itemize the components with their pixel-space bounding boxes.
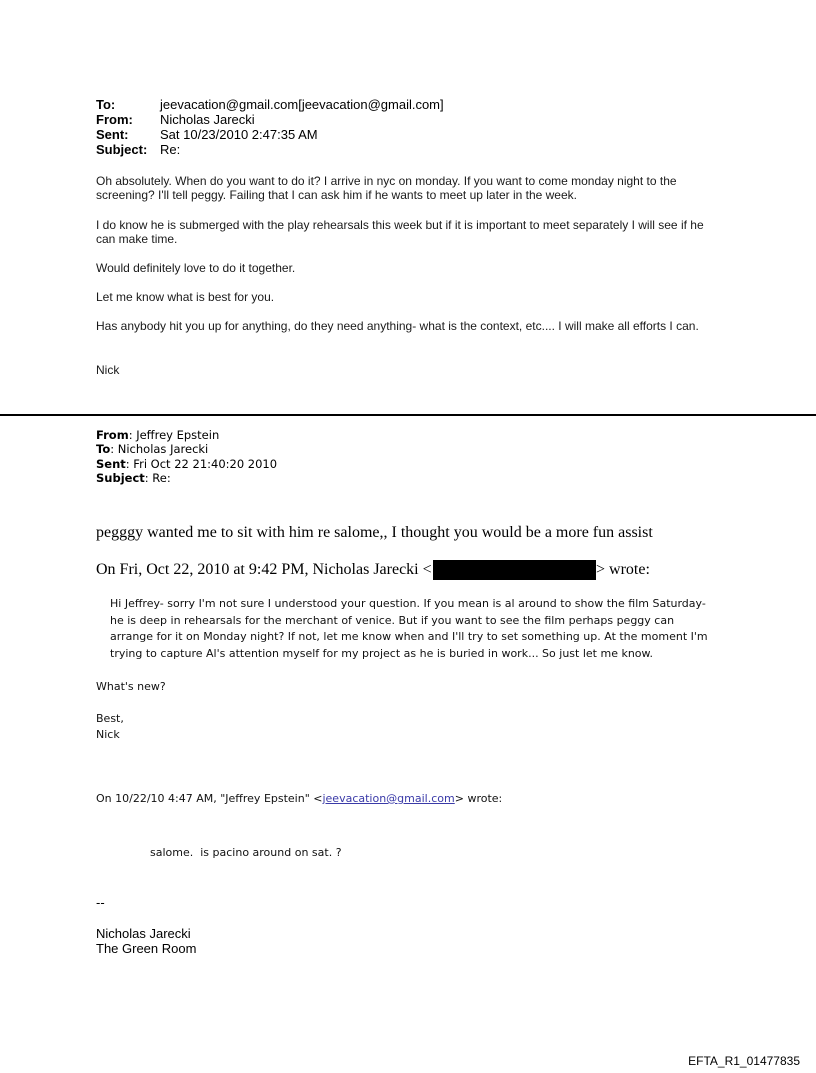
- prior-email-link[interactable]: jeevacation@gmail.com: [322, 792, 455, 805]
- email1-paragraph: Let me know what is best for you.: [96, 290, 275, 304]
- header-to-label: To:: [96, 97, 116, 112]
- email2-body: pegggy wanted me to sit with him re salome,, I thought you would be a more fun assist: [96, 524, 653, 541]
- prior-intro-before: On 10/22/10 4:47 AM, "Jeffrey Epstein" <: [96, 792, 323, 805]
- header-sent-value: Sat 10/23/2010 2:47:35 AM: [160, 127, 318, 142]
- section-divider: [0, 414, 816, 416]
- header2-to-value: : Nicholas Jarecki: [110, 442, 209, 456]
- prior-body: salome. is pacino around on sat. ?: [150, 846, 342, 859]
- header2-sent-label: Sent: [96, 457, 126, 471]
- header2-sent-row: [96, 457, 277, 471]
- header-subject-row: [96, 143, 180, 156]
- quoted-best: Best,: [96, 712, 124, 725]
- header2-subject-value: : Re:: [144, 471, 171, 485]
- header2-from-value: : Jeffrey Epstein: [128, 428, 220, 442]
- email1-paragraph: Has anybody hit you up for anything, do they need anything- what is the context, etc.... I will make all efforts I can.: [96, 319, 699, 333]
- header-sent-label: Sent:: [96, 127, 129, 142]
- header-to-row: [96, 98, 444, 111]
- header-to-value: jeevacation@gmail.com[jeevacation@gmail.com]: [160, 97, 444, 112]
- email1-signoff: Nick: [96, 363, 120, 377]
- header2-sent-value: : Fri Oct 22 21:40:20 2010: [125, 457, 278, 471]
- header-subject-label: Subject:: [96, 142, 148, 157]
- email1-paragraph: Oh absolutely. When do you want to do it? I arrive in nyc on monday. If you want to come monday night to the screening? I'll tell peggy. Failing that I can ask him if he wants to meet up later in the week.: [96, 174, 677, 202]
- header2-subject-row: [96, 471, 171, 485]
- quote-intro-before: On Fri, Oct 22, 2010 at 9:42 PM, Nicholas Jarecki <: [96, 561, 432, 578]
- email1-paragraph: Would definitely love to do it together.: [96, 261, 296, 275]
- quoted-nick: Nick: [96, 728, 120, 741]
- header2-to-row: [96, 442, 208, 456]
- header-sent-row: [96, 128, 318, 141]
- quoted-paragraph: Hi Jeffrey- sorry I'm not sure I understood your question. If you mean is al around to show the film Saturday- he is deep in rehearsals for the merchant of venice. But if you want to see the film perhaps peggy can arrange for it on Monday night? If not, let me know when and I'll try to set something up. At the moment I'm trying to capture Al's attention myself for my project as he is buried in work... So just let me know.: [110, 597, 708, 660]
- prior-intro: [96, 791, 502, 808]
- header-from-label: From:: [96, 112, 133, 127]
- header-subject-value: Re:: [160, 142, 181, 157]
- header2-to-label: To: [96, 442, 111, 456]
- redaction-box: [433, 560, 596, 580]
- document-id: EFTA_R1_01477835: [688, 1054, 800, 1068]
- header2-from-label: From: [96, 428, 129, 442]
- header2-subject-label: Subject: [96, 471, 145, 485]
- signature-dashes: --: [96, 895, 105, 910]
- signature-org: The Green Room: [96, 941, 197, 956]
- header2-from-row: [96, 428, 219, 442]
- signature-name: Nicholas Jarecki: [96, 926, 191, 941]
- header-from-row: [96, 113, 255, 126]
- quote-intro-after: > wrote:: [596, 561, 650, 578]
- email1-paragraph: I do know he is submerged with the play rehearsals this week but if it is important to meet separately I will see if he can make time.: [96, 218, 704, 246]
- quoted-whats-new: What's new?: [96, 680, 166, 693]
- prior-intro-after: > wrote:: [454, 792, 503, 805]
- header-from-value: Nicholas Jarecki: [160, 112, 255, 127]
